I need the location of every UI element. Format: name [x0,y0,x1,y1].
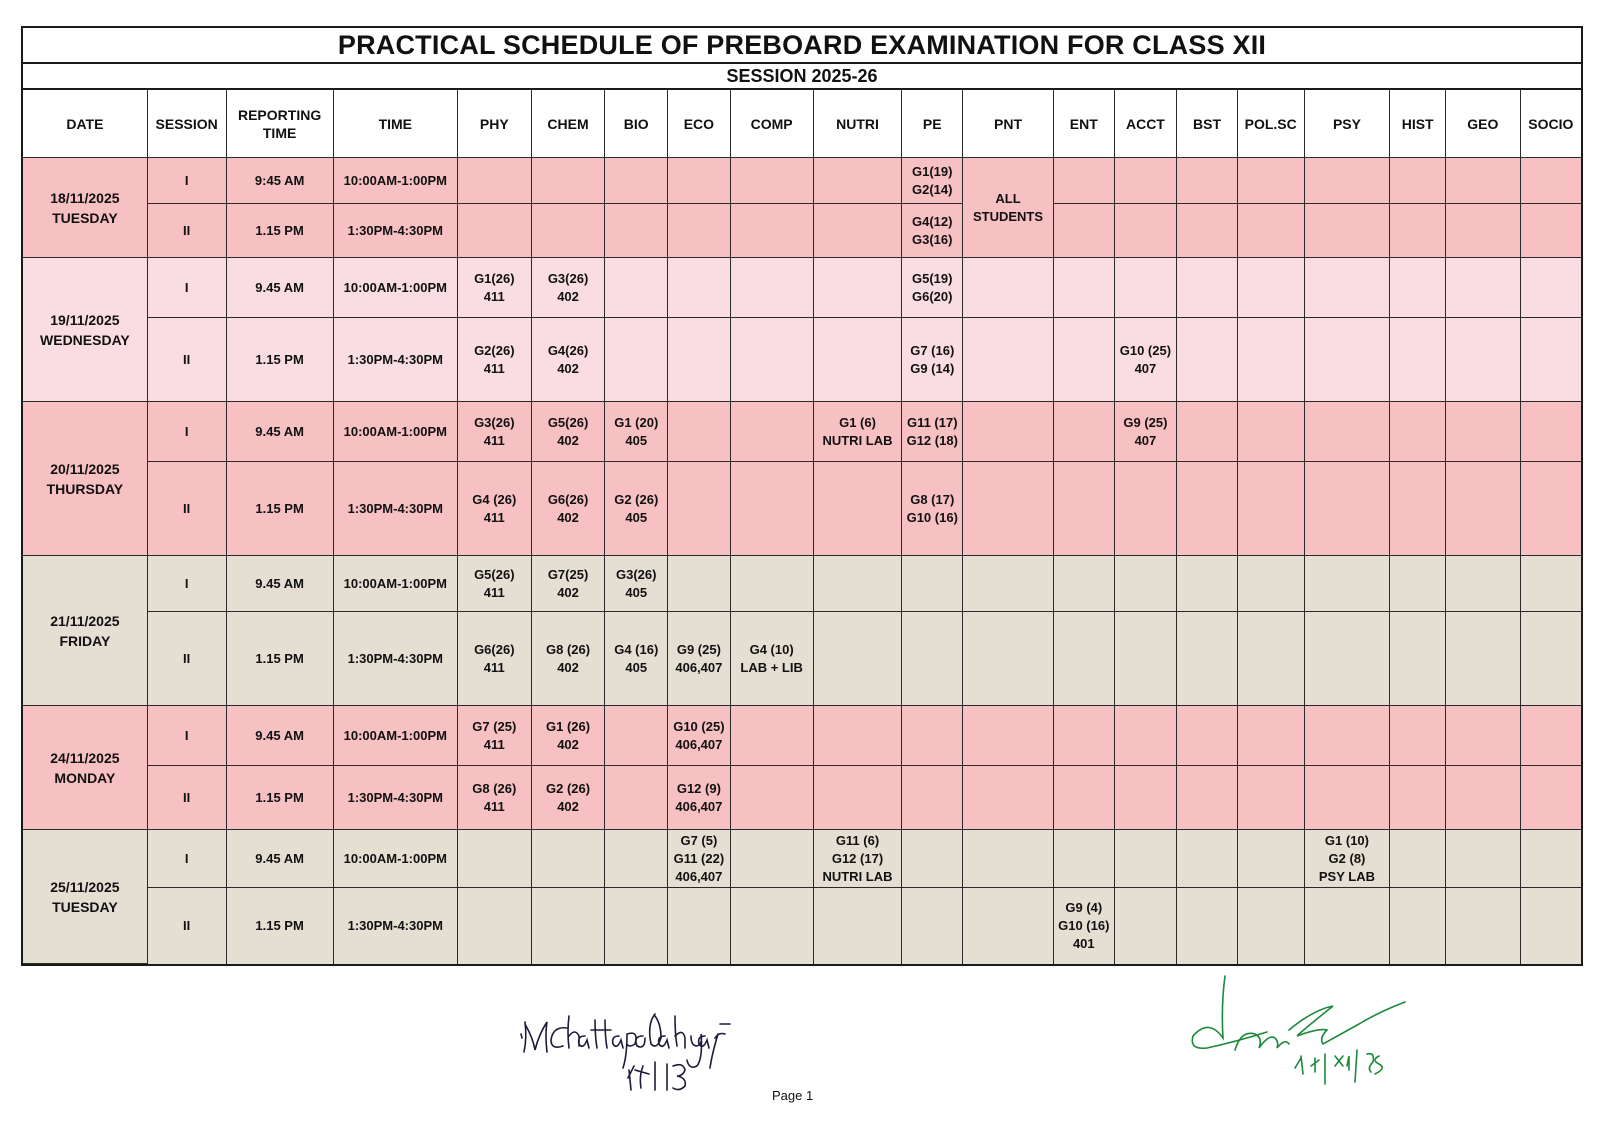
cell-pnt-empty [963,556,1054,612]
cell-hist-empty [1390,556,1446,612]
column-header-session: SESSION [147,90,226,158]
cell-geo-empty [1445,556,1520,612]
cell-eco-empty [668,556,731,612]
cell-bio-empty [605,258,668,318]
cell-socio-empty [1520,158,1581,204]
time-cell: 10:00AM-1:00PM [333,706,457,766]
cell-eco-empty [668,158,731,204]
cell-acct-empty [1114,556,1177,612]
cell-acct: G9 (25) 407 [1114,402,1177,462]
table-row [23,318,1581,402]
column-header-socio: SOCIO [1520,90,1581,158]
column-header-hist: HIST [1390,90,1446,158]
cell-psy-empty [1304,204,1390,258]
session-subtitle: SESSION 2025-26 [23,64,1581,90]
cell-hist-empty [1390,158,1446,204]
column-header-comp: COMP [730,90,813,158]
cell-pe-empty [902,556,963,612]
cell-pe-empty [902,766,963,830]
cell-pnt: ALL STUDENTS [963,158,1054,258]
cell-bio: G4 (16) 405 [605,612,668,706]
cell-eco-empty [668,318,731,402]
cell-pe-empty [902,612,963,706]
cell-ent-empty [1053,318,1114,402]
cell-pnt-empty [963,462,1054,556]
cell-psy-empty [1304,888,1390,964]
cell-acct-empty [1114,830,1177,888]
cell-chem: G4(26) 402 [531,318,605,402]
column-header-bst: BST [1177,90,1238,158]
cell-bst-empty [1177,258,1238,318]
cell-chem: G8 (26) 402 [531,612,605,706]
cell-pe-empty [902,830,963,888]
cell-pnt-empty [963,766,1054,830]
session-cell: I [147,830,226,888]
cell-phy: G1(26) 411 [457,258,531,318]
column-header-date: DATE [23,90,147,158]
cell-bst-empty [1177,158,1238,204]
cell-pe: G1(19) G2(14) [902,158,963,204]
cell-socio-empty [1520,402,1581,462]
table-row [23,204,1581,258]
cell-socio-empty [1520,204,1581,258]
cell-bst-empty [1177,402,1238,462]
cell-nutri-empty [813,462,902,556]
time-cell: 1:30PM-4:30PM [333,204,457,258]
column-header-time: TIME [333,90,457,158]
cell-comp-empty [730,204,813,258]
cell-socio-empty [1520,462,1581,556]
reporting-time-cell: 1.15 PM [226,318,333,402]
cell-acct: G10 (25) 407 [1114,318,1177,402]
column-header-pnt: PNT [963,90,1054,158]
cell-bst-empty [1177,318,1238,402]
cell-pol-sc-empty [1237,402,1304,462]
cell-phy-empty [457,888,531,964]
cell-bst-empty [1177,706,1238,766]
time-cell: 1:30PM-4:30PM [333,612,457,706]
cell-phy: G5(26) 411 [457,556,531,612]
cell-comp-empty [730,830,813,888]
cell-comp-empty [730,766,813,830]
cell-ent-empty [1053,706,1114,766]
cell-comp-empty [730,888,813,964]
cell-chem: G6(26) 402 [531,462,605,556]
cell-pol-sc-empty [1237,706,1304,766]
cell-geo-empty [1445,158,1520,204]
time-cell: 10:00AM-1:00PM [333,402,457,462]
session-cell: II [147,612,226,706]
cell-bio: G1 (20) 405 [605,402,668,462]
cell-hist-empty [1390,258,1446,318]
date-cell: 18/11/2025 TUESDAY [23,158,147,258]
table-row [23,830,1581,888]
column-header-acct: ACCT [1114,90,1177,158]
cell-bio-empty [605,888,668,964]
cell-comp-empty [730,402,813,462]
cell-ent-empty [1053,830,1114,888]
reporting-time-cell: 1.15 PM [226,204,333,258]
cell-bst-empty [1177,766,1238,830]
cell-pol-sc-empty [1237,612,1304,706]
cell-bio-empty [605,318,668,402]
cell-psy-empty [1304,158,1390,204]
cell-bst-empty [1177,888,1238,964]
cell-chem-empty [531,830,605,888]
column-header-reporting-time: REPORTING TIME [226,90,333,158]
cell-pol-sc [1237,258,1304,318]
cell-comp: G4 (10) LAB + LIB [730,612,813,706]
cell-socio-empty [1520,612,1581,706]
cell-ent-empty [1053,766,1114,830]
date-cell: 21/11/2025 FRIDAY [23,556,147,706]
left-signature [515,1000,735,1095]
cell-chem: G7(25) 402 [531,556,605,612]
cell-acct-empty [1114,706,1177,766]
cell-bst-empty [1177,204,1238,258]
cell-eco: G10 (25) 406,407 [668,706,731,766]
cell-eco-empty [668,258,731,318]
cell-acct-empty [1114,204,1177,258]
cell-psy-empty [1304,766,1390,830]
column-header-pe: PE [902,90,963,158]
cell-psy-empty [1304,612,1390,706]
time-cell: 1:30PM-4:30PM [333,318,457,402]
cell-chem-empty [531,204,605,258]
column-header-psy: PSY [1304,90,1390,158]
reporting-time-cell: 1.15 PM [226,888,333,964]
cell-geo-empty [1445,888,1520,964]
cell-phy: G2(26) 411 [457,318,531,402]
cell-ent-empty [1053,204,1114,258]
cell-bio-empty [605,204,668,258]
schedule-sheet [21,26,1583,966]
cell-pnt-empty [963,258,1054,318]
cell-nutri-empty [813,318,902,402]
cell-ent: G9 (4) G10 (16) 401 [1053,888,1114,964]
cell-bio: G3(26) 405 [605,556,668,612]
cell-eco: G12 (9) 406,407 [668,766,731,830]
reporting-time-cell: 9.45 AM [226,706,333,766]
cell-psy-empty [1304,462,1390,556]
cell-pe-empty [902,888,963,964]
cell-eco: G7 (5) G11 (22) 406,407 [668,830,731,888]
reporting-time-cell: 9.45 AM [226,402,333,462]
cell-bio-empty [605,766,668,830]
column-header-pol-sc: POL.SC [1237,90,1304,158]
session-cell: I [147,258,226,318]
cell-hist-empty [1390,318,1446,402]
page-number: Page 1 [772,1088,814,1103]
cell-phy: G3(26) 411 [457,402,531,462]
cell-geo-empty [1445,318,1520,402]
session-cell: II [147,888,226,964]
time-cell: 1:30PM-4:30PM [333,888,457,964]
session-cell: I [147,706,226,766]
session-cell: II [147,462,226,556]
cell-psy-empty [1304,706,1390,766]
column-header-phy: PHY [457,90,531,158]
time-cell: 10:00AM-1:00PM [333,258,457,318]
cell-geo-empty [1445,766,1520,830]
cell-psy-empty [1304,318,1390,402]
cell-hist-empty [1390,706,1446,766]
time-cell: 10:00AM-1:00PM [333,830,457,888]
cell-psy-empty [1304,402,1390,462]
cell-acct-empty [1114,462,1177,556]
cell-chem-empty [531,888,605,964]
cell-geo-empty [1445,204,1520,258]
cell-bst-empty [1177,612,1238,706]
cell-nutri-empty [813,158,902,204]
cell-pnt-empty [963,830,1054,888]
cell-socio-empty [1520,556,1581,612]
cell-nutri-empty [813,204,902,258]
cell-hist-empty [1390,766,1446,830]
cell-socio-empty [1520,258,1581,318]
cell-acct-empty [1114,888,1177,964]
cell-pnt-empty [963,888,1054,964]
right-signature [1185,970,1410,1085]
cell-phy: G4 (26) 411 [457,462,531,556]
session-cell: I [147,402,226,462]
cell-acct-empty [1114,258,1177,318]
table-row [23,402,1581,462]
column-header-geo: GEO [1445,90,1520,158]
cell-pe: G5(19) G6(20) [902,258,963,318]
time-cell: 1:30PM-4:30PM [333,766,457,830]
cell-hist-empty [1390,612,1446,706]
cell-chem: G1 (26) 402 [531,706,605,766]
column-header-nutri: NUTRI [813,90,902,158]
table-row [23,462,1581,556]
cell-comp-empty [730,556,813,612]
session-cell: II [147,204,226,258]
cell-ent-empty [1053,158,1114,204]
reporting-time-cell: 1.15 PM [226,612,333,706]
date-cell: 24/11/2025 MONDAY [23,706,147,830]
table-row [23,258,1581,318]
cell-comp-empty [730,318,813,402]
cell-chem: G2 (26) 402 [531,766,605,830]
cell-socio-empty [1520,888,1581,964]
cell-phy: G6(26) 411 [457,612,531,706]
reporting-time-cell: 1.15 PM [226,766,333,830]
cell-bst-empty [1177,830,1238,888]
reporting-time-cell: 9:45 AM [226,158,333,204]
cell-hist-empty [1390,204,1446,258]
cell-comp-empty [730,258,813,318]
cell-geo-empty [1445,258,1520,318]
cell-pol-sc-empty [1237,766,1304,830]
cell-eco: G9 (25) 406,407 [668,612,731,706]
document-title: PRACTICAL SCHEDULE OF PREBOARD EXAMINATION FOR CLASS XII [23,28,1581,64]
cell-pnt-empty [963,318,1054,402]
cell-chem-empty [531,158,605,204]
column-header-eco: ECO [668,90,731,158]
cell-nutri-empty [813,556,902,612]
reporting-time-cell: 9.45 AM [226,258,333,318]
cell-ent-empty [1053,402,1114,462]
cell-acct-empty [1114,766,1177,830]
reporting-time-cell: 9.45 AM [226,830,333,888]
cell-nutri: G1 (6) NUTRI LAB [813,402,902,462]
cell-comp-empty [730,158,813,204]
cell-ent-empty [1053,258,1114,318]
cell-pe: G8 (17) G10 (16) [902,462,963,556]
cell-geo-empty [1445,462,1520,556]
cell-nutri: G11 (6) G12 (17) NUTRI LAB [813,830,902,888]
cell-pol-sc-empty [1237,888,1304,964]
cell-hist-empty [1390,888,1446,964]
time-cell: 10:00AM-1:00PM [333,158,457,204]
cell-hist-empty [1390,830,1446,888]
cell-nutri-empty [813,888,902,964]
cell-phy-empty [457,158,531,204]
cell-socio-empty [1520,706,1581,766]
cell-phy-empty [457,830,531,888]
cell-chem: G5(26) 402 [531,402,605,462]
column-header-ent: ENT [1053,90,1114,158]
cell-comp-empty [730,462,813,556]
table-row [23,706,1581,766]
cell-chem: G3(26) 402 [531,258,605,318]
table-row [23,766,1581,830]
cell-pol-sc-empty [1237,204,1304,258]
session-cell: I [147,158,226,204]
table-row [23,888,1581,964]
cell-hist-empty [1390,462,1446,556]
cell-bio-empty [605,158,668,204]
cell-pol-sc-empty [1237,830,1304,888]
cell-bio-empty [605,706,668,766]
cell-acct-empty [1114,158,1177,204]
cell-pol-sc [1237,318,1304,402]
cell-pol-sc-empty [1237,158,1304,204]
cell-eco-empty [668,462,731,556]
cell-pnt-empty [963,706,1054,766]
cell-phy: G8 (26) 411 [457,766,531,830]
cell-pe: G7 (16) G9 (14) [902,318,963,402]
cell-geo-empty [1445,706,1520,766]
cell-bio-empty [605,830,668,888]
cell-acct-empty [1114,612,1177,706]
cell-socio-empty [1520,318,1581,402]
cell-nutri-empty [813,258,902,318]
time-cell: 1:30PM-4:30PM [333,462,457,556]
reporting-time-cell: 9.45 AM [226,556,333,612]
cell-ent-empty [1053,556,1114,612]
cell-hist-empty [1390,402,1446,462]
cell-pnt-empty [963,612,1054,706]
time-cell: 10:00AM-1:00PM [333,556,457,612]
cell-pe-empty [902,706,963,766]
cell-pnt-empty [963,402,1054,462]
session-cell: II [147,766,226,830]
cell-geo-empty [1445,830,1520,888]
cell-psy-empty [1304,556,1390,612]
cell-eco-empty [668,204,731,258]
cell-geo-empty [1445,612,1520,706]
cell-socio-empty [1520,830,1581,888]
date-cell: 19/11/2025 WEDNESDAY [23,258,147,402]
schedule-table [23,90,1581,964]
cell-geo-empty [1445,402,1520,462]
cell-pe: G4(12) G3(16) [902,204,963,258]
cell-eco-empty [668,888,731,964]
table-row [23,612,1581,706]
cell-nutri-empty [813,766,902,830]
header-row [23,90,1581,158]
table-row [23,556,1581,612]
table-row [23,158,1581,204]
cell-comp-empty [730,706,813,766]
cell-ent-empty [1053,462,1114,556]
cell-bio: G2 (26) 405 [605,462,668,556]
cell-phy-empty [457,204,531,258]
cell-pe: G11 (17) G12 (18) [902,402,963,462]
cell-bst-empty [1177,462,1238,556]
cell-socio-empty [1520,766,1581,830]
session-cell: II [147,318,226,402]
cell-pol-sc-empty [1237,462,1304,556]
cell-phy: G7 (25) 411 [457,706,531,766]
cell-psy-empty [1304,258,1390,318]
cell-psy: G1 (10) G2 (8) PSY LAB [1304,830,1390,888]
cell-nutri-empty [813,612,902,706]
cell-pol-sc-empty [1237,556,1304,612]
column-header-bio: BIO [605,90,668,158]
cell-bst-empty [1177,556,1238,612]
column-header-chem: CHEM [531,90,605,158]
date-cell: 25/11/2025 TUESDAY [23,830,147,964]
reporting-time-cell: 1.15 PM [226,462,333,556]
cell-ent-empty [1053,612,1114,706]
cell-nutri-empty [813,706,902,766]
date-cell: 20/11/2025 THURSDAY [23,402,147,556]
cell-eco-empty [668,402,731,462]
session-cell: I [147,556,226,612]
